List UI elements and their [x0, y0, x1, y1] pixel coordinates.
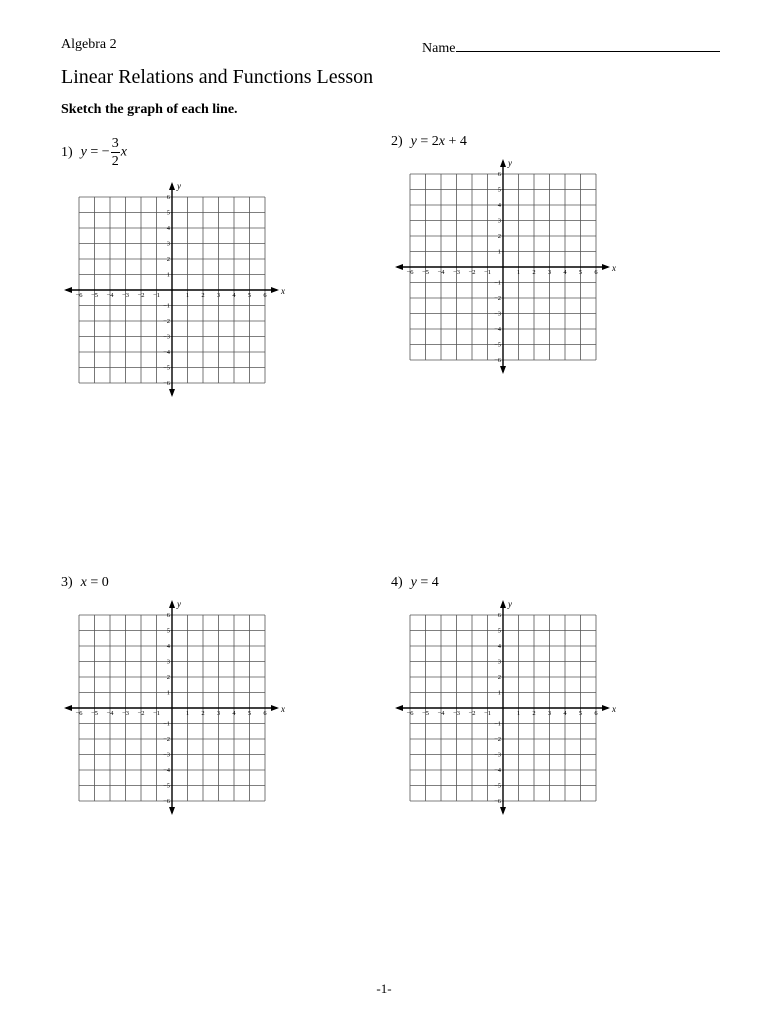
- x-axis-label: x: [281, 286, 285, 296]
- name-label: Name: [422, 41, 456, 56]
- fraction-numerator: 3: [111, 136, 119, 151]
- y-tick-label: −6: [494, 357, 501, 364]
- x-tick-label: 3: [547, 710, 552, 717]
- equation-lhs: y: [80, 144, 87, 160]
- x-tick-label: 1: [185, 710, 190, 717]
- x-tick-label: 5: [247, 710, 252, 717]
- y-tick-label: −2: [494, 295, 501, 302]
- equation-lhs: x: [80, 575, 87, 590]
- y-tick-label: 1: [497, 689, 501, 697]
- y-tick-label: 1: [166, 689, 170, 697]
- y-tick-label: 4: [497, 643, 501, 650]
- y-tick-label: −5: [494, 341, 501, 349]
- x-tick-label: 3: [547, 269, 552, 276]
- y-tick-label: 6: [166, 194, 170, 201]
- x-axis-arrow-right: [602, 264, 610, 270]
- y-axis-label: y: [508, 158, 512, 168]
- y-tick-label: 5: [497, 186, 501, 194]
- x-axis-arrow-left: [64, 705, 72, 711]
- x-tick-label: 1: [516, 269, 521, 276]
- y-tick-label: 6: [497, 171, 501, 178]
- y-tick-label: −3: [163, 751, 170, 759]
- x-tick-label: −6: [75, 710, 83, 717]
- y-tick-label: −2: [163, 318, 170, 325]
- x-axis-arrow-right: [602, 705, 610, 711]
- fraction-denominator: 2: [111, 154, 119, 169]
- x-tick-label: 6: [594, 710, 598, 717]
- y-tick-label: 2: [497, 674, 501, 681]
- page-number: -1-: [376, 981, 392, 996]
- x-axis-label: x: [612, 263, 616, 273]
- x-tick-label: −2: [137, 710, 145, 717]
- x-tick-label: −6: [406, 269, 414, 276]
- x-axis-arrow-left: [395, 705, 403, 711]
- x-tick-label: 6: [594, 269, 598, 276]
- x-tick-label: −4: [106, 292, 114, 299]
- course-label: Algebra 2: [61, 37, 117, 52]
- instructions: Sketch the graph of each line.: [61, 102, 238, 117]
- y-tick-label: 5: [166, 209, 170, 217]
- y-tick-label: 5: [166, 627, 170, 635]
- y-tick-label: −3: [494, 310, 501, 318]
- x-tick-label: 6: [263, 292, 267, 299]
- problem-3: [61, 575, 109, 591]
- y-axis-arrow-down: [169, 807, 175, 815]
- y-tick-label: −5: [163, 782, 170, 790]
- coordinate-grid-2[interactable]: [393, 157, 616, 377]
- problem-number: 1): [61, 144, 73, 160]
- y-tick-label: 4: [166, 225, 170, 232]
- x-tick-label: 5: [247, 292, 252, 299]
- problem-1: [61, 135, 127, 170]
- y-tick-label: −6: [494, 798, 501, 805]
- x-tick-label: 2: [532, 710, 536, 717]
- equation-lhs: y: [410, 575, 417, 590]
- x-tick-label: −1: [484, 269, 491, 276]
- y-tick-label: 6: [166, 612, 170, 619]
- x-tick-label: −5: [91, 710, 98, 717]
- x-tick-label: 5: [578, 710, 583, 717]
- x-tick-label: 1: [516, 710, 521, 717]
- y-axis-label: y: [177, 181, 181, 191]
- coordinate-grid-3[interactable]: [62, 598, 285, 818]
- x-tick-label: 4: [563, 269, 567, 276]
- x-tick-label: −1: [484, 710, 491, 717]
- x-tick-label: 1: [185, 292, 190, 299]
- x-tick-label: 3: [216, 710, 221, 717]
- x-tick-label: −5: [91, 292, 98, 299]
- y-tick-label: 3: [497, 658, 501, 666]
- y-axis-arrow-down: [169, 389, 175, 397]
- x-tick-label: −3: [453, 269, 460, 276]
- x-tick-label: −1: [153, 710, 160, 717]
- x-tick-label: −6: [75, 292, 83, 299]
- y-tick-label: −4: [494, 326, 501, 333]
- x-tick-label: 2: [201, 292, 205, 299]
- x-tick-label: −2: [468, 269, 476, 276]
- x-axis-arrow-left: [395, 264, 403, 270]
- x-tick-label: −3: [122, 710, 129, 717]
- x-axis-arrow-right: [271, 705, 279, 711]
- equation-operator: = 2: [416, 134, 439, 149]
- x-tick-label: 4: [232, 292, 236, 299]
- equation-lhs: y: [410, 134, 417, 149]
- y-axis-arrow-down: [500, 807, 506, 815]
- x-tick-label: 5: [578, 269, 583, 276]
- equation-variable: x: [438, 134, 446, 149]
- y-tick-label: −3: [494, 751, 501, 759]
- y-tick-label: 1: [497, 248, 501, 256]
- x-tick-label: 4: [563, 710, 567, 717]
- y-tick-label: 2: [497, 233, 501, 240]
- x-tick-label: 3: [216, 292, 221, 299]
- problem-2: [391, 134, 467, 150]
- x-tick-label: −3: [122, 292, 129, 299]
- y-tick-label: 3: [166, 658, 170, 666]
- equation-variable: x: [120, 144, 127, 160]
- y-tick-label: −6: [163, 798, 170, 805]
- y-axis-label: y: [177, 599, 181, 609]
- y-tick-label: −1: [494, 720, 501, 728]
- x-tick-label: −2: [468, 710, 476, 717]
- y-tick-label: −1: [163, 302, 170, 310]
- y-tick-label: 5: [497, 627, 501, 635]
- equation-operator: = 4: [416, 575, 439, 590]
- x-axis-arrow-left: [64, 287, 72, 293]
- y-tick-label: −1: [163, 720, 170, 728]
- x-tick-label: −5: [422, 710, 429, 717]
- y-axis-arrow-down: [500, 366, 506, 374]
- y-tick-label: 3: [497, 217, 501, 225]
- equation-operator: = 0: [86, 575, 109, 590]
- name-field[interactable]: [422, 37, 720, 57]
- y-tick-label: 6: [497, 612, 501, 619]
- y-tick-label: 4: [497, 202, 501, 209]
- x-tick-label: −6: [406, 710, 414, 717]
- y-axis-arrow-up: [500, 600, 506, 608]
- y-tick-label: −2: [494, 736, 501, 743]
- x-tick-label: 2: [532, 269, 536, 276]
- y-tick-label: −4: [163, 349, 170, 356]
- y-tick-label: 2: [166, 256, 170, 263]
- y-tick-label: −3: [163, 333, 170, 341]
- y-tick-label: −5: [163, 364, 170, 372]
- equation-operator: = −: [86, 144, 110, 160]
- x-axis-arrow-right: [271, 287, 279, 293]
- y-tick-label: 2: [166, 674, 170, 681]
- y-axis-arrow-up: [169, 182, 175, 190]
- problem-4: [391, 575, 439, 591]
- x-tick-label: −4: [106, 710, 114, 717]
- y-axis-arrow-up: [500, 159, 506, 167]
- name-blank-line[interactable]: [456, 37, 720, 52]
- x-axis-label: x: [281, 704, 285, 714]
- y-tick-label: 3: [166, 240, 170, 248]
- y-tick-label: 4: [166, 643, 170, 650]
- x-axis-label: x: [612, 704, 616, 714]
- x-tick-label: −2: [137, 292, 145, 299]
- x-tick-label: −5: [422, 269, 429, 276]
- x-tick-label: 6: [263, 710, 267, 717]
- problem-number: 4): [391, 575, 403, 590]
- x-tick-label: −4: [437, 269, 445, 276]
- x-tick-label: 2: [201, 710, 205, 717]
- coordinate-grid-4[interactable]: [393, 598, 616, 818]
- y-tick-label: −2: [163, 736, 170, 743]
- fraction: [111, 135, 120, 170]
- y-tick-label: −4: [494, 767, 501, 774]
- y-axis-label: y: [508, 599, 512, 609]
- problem-number: 3): [61, 575, 73, 590]
- coordinate-grid-1[interactable]: [62, 180, 285, 400]
- worksheet-title: Linear Relations and Functions Lesson: [61, 66, 374, 88]
- y-tick-label: −6: [163, 380, 170, 387]
- x-tick-label: −4: [437, 710, 445, 717]
- y-tick-label: −5: [494, 782, 501, 790]
- equation-tail: + 4: [445, 134, 467, 149]
- y-tick-label: −1: [494, 279, 501, 287]
- y-tick-label: 1: [166, 271, 170, 279]
- problem-number: 2): [391, 134, 403, 149]
- x-tick-label: −3: [453, 710, 460, 717]
- y-tick-label: −4: [163, 767, 170, 774]
- x-tick-label: 4: [232, 710, 236, 717]
- y-axis-arrow-up: [169, 600, 175, 608]
- x-tick-label: −1: [153, 292, 160, 299]
